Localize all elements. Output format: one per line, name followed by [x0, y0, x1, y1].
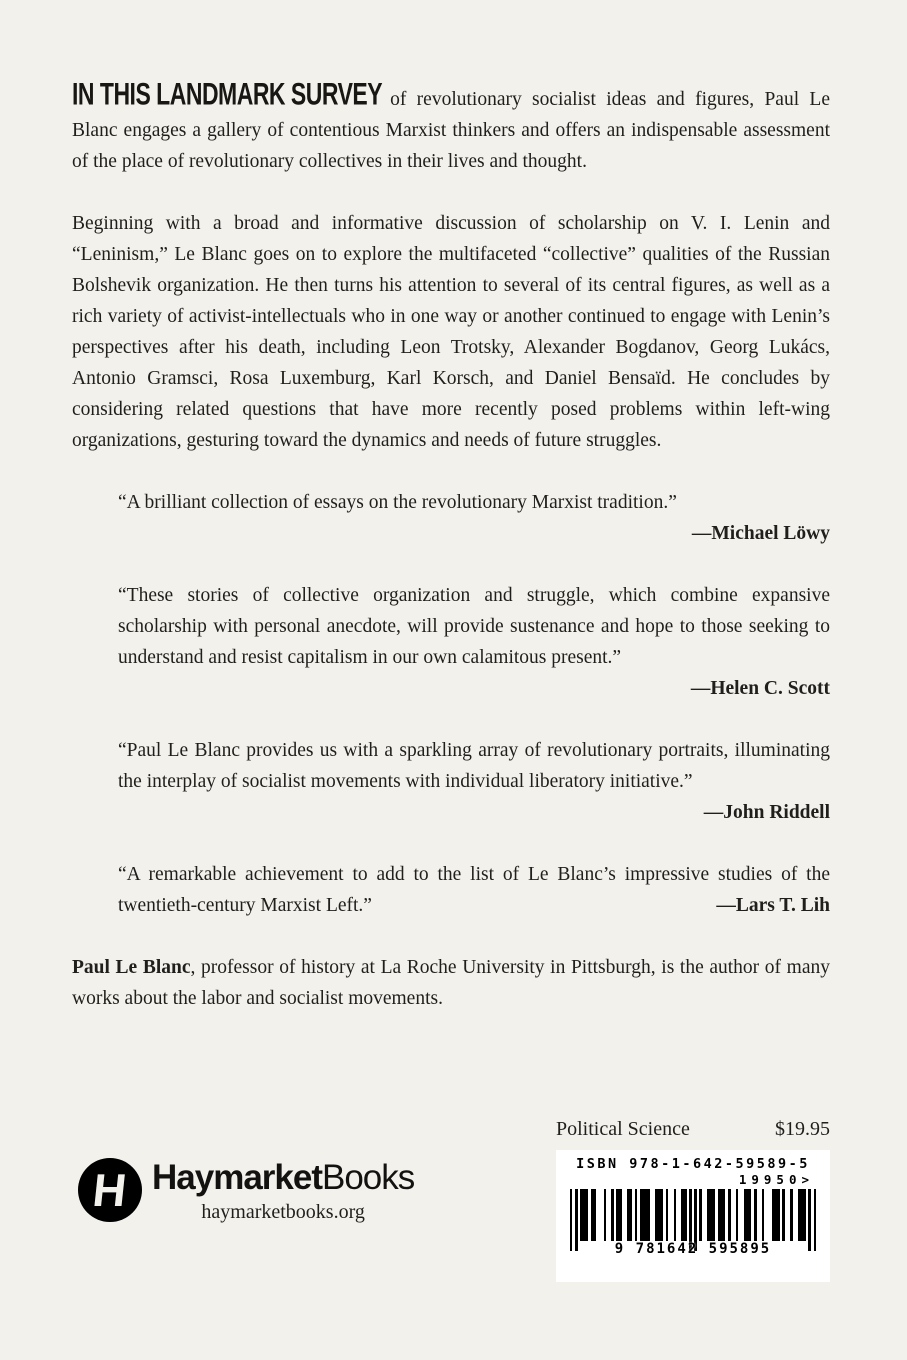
blurb-paragraph-1: [72, 76, 830, 177]
publisher-logo-block: [78, 1158, 414, 1224]
review-quote-2: [118, 580, 830, 704]
barcode-human-readable: 9 781642 595895: [614, 1241, 772, 1257]
quote-attribution: —John Riddell: [703, 802, 830, 823]
blurb-paragraph-2: Beginning with a broad and informative discussion of scholarship on V. I. Lenin and “Leninism,” Le Blanc goes on to explore the multifaceted “collective” qualities of the Russian Bolshevik organization. He then turns his attention to several of its central figures, as well as a rich variety of activist-intellectuals who in one way or another continued to engage with Lenin’s perspectives after his death, including Leon Trotsky, Alexander Bogdanov, Georg Lukács, Antonio Gramsci, Rosa Luxemburg, Karl Korsch, and Daniel Bensaïd. He concludes by considering related questions that have more recently posed problems within left-wing organizations, gesturing toward the dynamics and needs of future struggles.: [72, 213, 830, 451]
quote-text: “A remarkable achievement to add to the list of Le Blanc’s impressive studies of the twentieth-century Marxist Left.”: [118, 864, 830, 916]
quote-text: “These stories of collective organization and struggle, which combine expansive scholarship with personal anecdote, will provide sustenance and hope to those seeking to understand and resist capitalism in our own calamitous present.”: [118, 585, 830, 668]
haymarket-logo-icon: [78, 1158, 142, 1222]
quote-attribution: —Helen C. Scott: [690, 678, 830, 699]
category-price-row: [556, 1118, 830, 1141]
review-quote-1: [118, 487, 830, 549]
publisher-website: haymarketbooks.org: [201, 1201, 365, 1224]
price-label: $19.95: [775, 1118, 830, 1140]
quote-text: “A brilliant collection of essays on the revolutionary Marxist tradition.”: [118, 492, 677, 513]
review-quote-3: [118, 735, 830, 828]
publisher-wordmark-group: [152, 1158, 414, 1224]
isbn-barcode-block: [556, 1150, 830, 1282]
publisher-name-bold: Haymarket: [152, 1158, 322, 1197]
cover-text-content: [72, 76, 830, 1045]
quote-attribution: —Lars T. Lih: [716, 895, 830, 916]
review-quote-4: [118, 859, 830, 921]
blurb-paragraph-1-text: of revolutionary socialist ideas and figures, Paul Le Blanc engages a gallery of contentious Marxist thinkers and offers an indispensable assessment of the place of revolutionary collectives in their lives and thought.: [72, 89, 830, 172]
author-bio-text: , professor of history at La Roche University in Pittsburgh, is the author of many works about the labor and socialist movements.: [72, 957, 830, 1009]
isbn-number: ISBN 978-1-642-59589-5: [576, 1156, 810, 1172]
quote-attribution: —Michael Löwy: [691, 523, 830, 544]
quote-text: “Paul Le Blanc provides us with a sparkling array of revolutionary portraits, illuminating the interplay of socialist movements with individual liberatory initiative.”: [118, 740, 830, 792]
category-label: Political Science: [556, 1118, 690, 1140]
logo-letter: H: [90, 1164, 130, 1216]
publisher-wordmark: [152, 1158, 414, 1198]
author-bio: [72, 952, 830, 1014]
lead-in-heading: IN THIS LANDMARK SURVEY: [72, 76, 383, 112]
publisher-name-regular: Books: [322, 1158, 415, 1197]
author-name: Paul Le Blanc: [72, 957, 191, 978]
isbn-price-addon: 19950>: [738, 1172, 814, 1187]
